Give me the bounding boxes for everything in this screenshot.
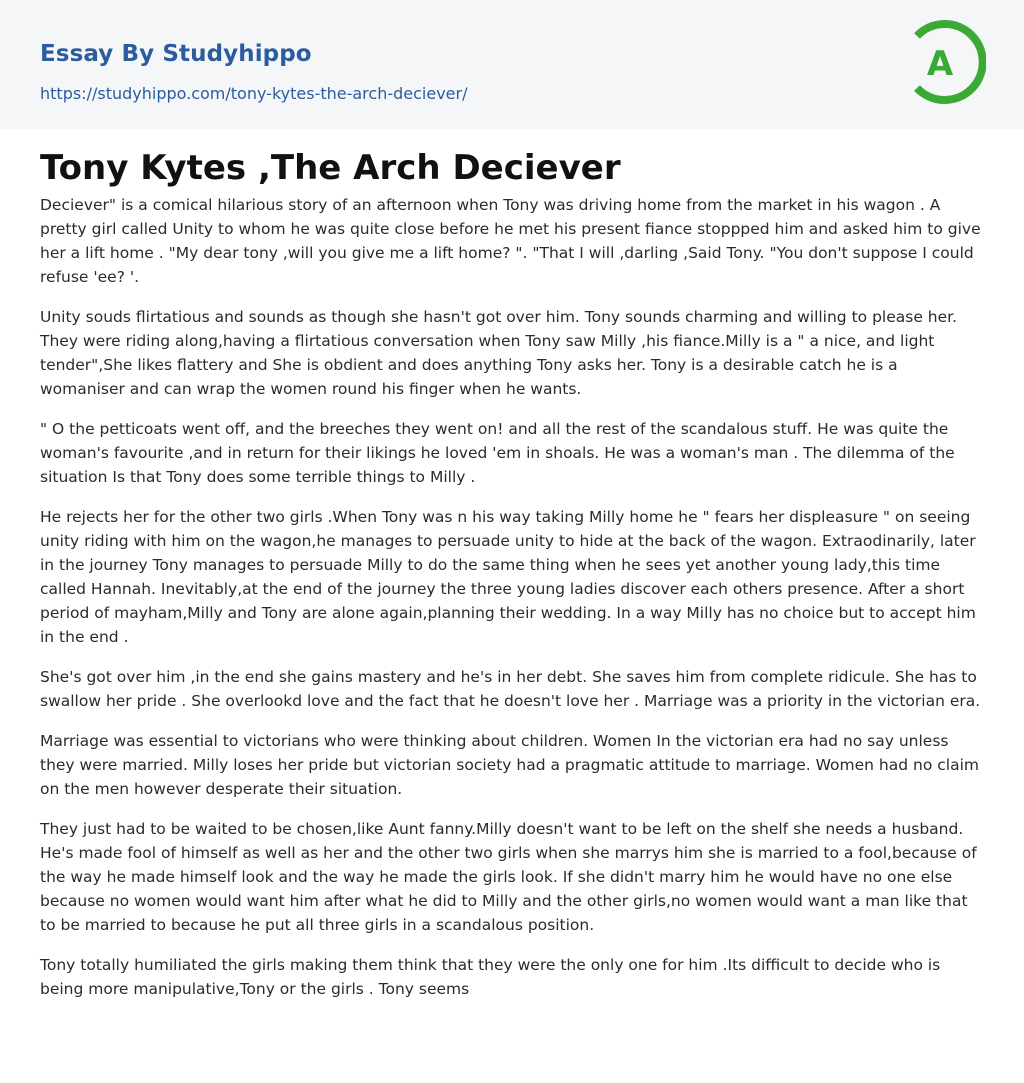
logo-letter: A — [926, 44, 954, 84]
essay-url-link[interactable]: https://studyhippo.com/tony-kytes-the-arch-deciever/ — [40, 84, 468, 103]
essay-paragraph: Deciever" is a comical hilarious story of an afternoon when Tony was driving home from the market in his wagon . A pretty girl called Unity to whom he was quite close before he met his present fiance stoppped him and asked him to give her a lift home . "My dear tony ,will you give me a lift home? ". "That I will ,darling ,Said Tony. "You don't suppose I could refuse 'ee? '. — [40, 196, 981, 286]
essay-paragraph: Unity souds flirtatious and sounds as though she hasn't got over him. Tony sounds charming and willing to please her. They were riding along,having a flirtatious conversation when Tony saw Milly ,his fiance.Milly is a " a nice, and light tender",She likes flattery and She is obdient and does anything Tony asks her. Tony is a desirable catch he is a womaniser and can wrap the women round his finger when he wants. — [40, 308, 958, 398]
essay-paragraph: Marriage was essential to victorians who were thinking about children. Women In the victorian era had no say unless they were married. Milly loses her pride but victorian society had a pragmatic attitude to marriage. Women had no claim on the men however desperate their situation. — [40, 732, 979, 798]
essay-paragraph: " O the petticoats went off, and the breeches they went on! and all the rest of the scandalous stuff. He was quite the woman's favourite ,and in return for their likings he loved 'em in shoals. He was a woman's man . The dilemma of the situation Is that Tony does some terrible things to Milly . — [40, 420, 955, 486]
essay-body — [40, 193, 984, 1001]
essay-title: Tony Kytes ,The Arch Deciever — [40, 148, 621, 188]
site-brand[interactable]: Essay By Studyhippo — [40, 41, 312, 67]
studyhippo-logo-icon[interactable] — [912, 19, 986, 105]
essay-paragraph: They just had to be waited to be chosen,like Aunt fanny.Milly doesn't want to be left on the shelf she needs a husband. He's made fool of himself as well as her and the other two girls when she marrys him she is married to a fool,because of the way he made himself look and the way he made the girls look. If she didn't marry him he would have no one else because no women would want him after what he did to Milly and the other girls,no women would want a man like that to be married to because he put all three girls in a scandalous position. — [40, 820, 977, 934]
essay-paragraph: He rejects her for the other two girls .When Tony was n his way taking Milly home he " fears her displeasure " on seeing unity riding with him on the wagon,he manages to persuade unity to hide at the back of the wagon. Extraodinarily, later in the journey Tony manages to persuade Milly to do the same thing when he sees yet another young lady,this time called Hannah. Inevitably,at the end of the journey the three young ladies discover each others presence. After a short period of mayham,Milly and Tony are alone again,planning their wedding. In a way Milly has no choice but to accept him in the end . — [40, 508, 976, 646]
essay-paragraph: She's got over him ,in the end she gains mastery and he's in her debt. She saves him from complete ridicule. She has to swallow her pride . She overlookd love and the fact that he doesn't love her . Marriage was a priority in the victorian era. — [40, 668, 981, 710]
essay-content — [0, 129, 1024, 1001]
essay-paragraph: Tony totally humiliated the girls making them think that they were the only one for him .Its difficult to decide who is being more manipulative,Tony or the girls . Tony seems — [40, 956, 941, 998]
site-header — [0, 0, 1024, 129]
